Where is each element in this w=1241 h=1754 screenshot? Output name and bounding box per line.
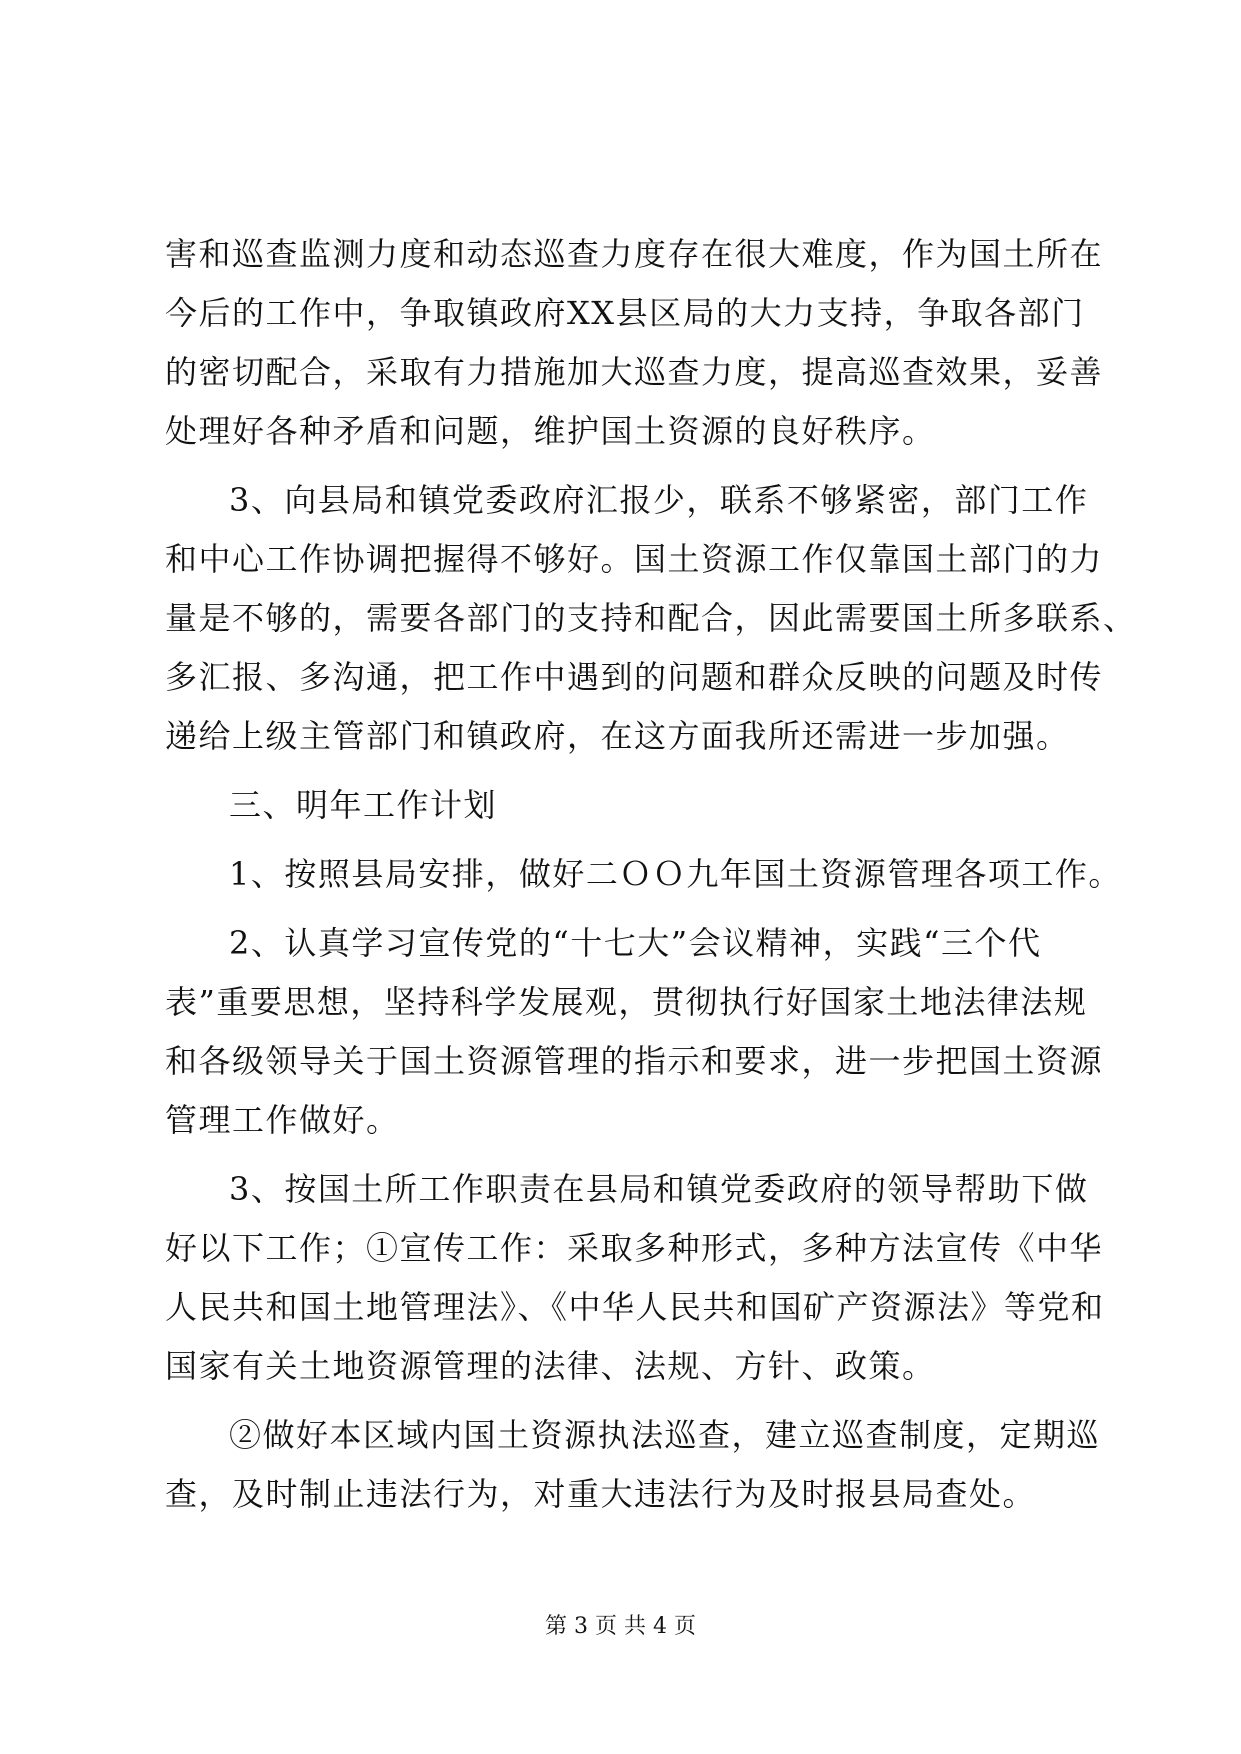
paragraph-start-line: 1、按照县局安排，做好二ＯＯ九年国土资源管理各项工作。: [229, 855, 1122, 893]
text-line: 和各级领导关于国土资源管理的指示和要求，进一步把国土资源: [165, 1042, 1104, 1080]
text-line: 量是不够的，需要各部门的支持和配合，因此需要国土所多联系、: [165, 599, 1137, 637]
text-line: 和中心工作协调把握得不够好。国土资源工作仅靠国土部门的力: [165, 540, 1104, 578]
text-line: 管理工作做好。: [165, 1101, 400, 1139]
text-line: 查，及时制止违法行为，对重大违法行为及时报县局查处。: [165, 1475, 1037, 1513]
text-line: 的密切配合，采取有力措施加大巡查力度，提高巡查效果，妥善: [165, 353, 1104, 391]
text-line: 人民共和国土地管理法》、《中华人民共和国矿产资源法》等党和: [165, 1288, 1105, 1326]
text-line: 好以下工作；①宣传工作：采取多种形式，多种方法宣传《中华: [165, 1229, 1104, 1267]
paragraph-start-line: 2、认真学习宣传党的“十七大”会议精神，实践“三个代: [229, 924, 1042, 962]
text-line: 递给上级主管部门和镇政府，在这方面我所还需进一步加强。: [165, 717, 1070, 755]
text-line: 害和巡查监测力度和动态巡查力度存在很大难度，作为国土所在: [165, 235, 1104, 273]
text-line: 处理好各种矛盾和问题，维护国土资源的良好秩序。: [165, 412, 936, 450]
text-line: 今后的工作中，争取镇政府XX县区局的大力支持，争取各部门: [165, 294, 1085, 332]
page-number-footer: 第 3 页 共 4 页: [545, 1614, 696, 1639]
paragraph-start-line: ②做好本区域内国土资源执法巡查，建立巡查制度，定期巡: [229, 1416, 1101, 1454]
paragraph-start-line: 3、向县局和镇党委政府汇报少，联系不够紧密，部门工作: [229, 481, 1089, 519]
body-text: [165, 225, 1137, 1524]
text-line: 多汇报、多沟通，把工作中遇到的问题和群众反映的问题及时传: [165, 658, 1104, 696]
text-line: 表”重要思想，坚持科学发展观，贯彻执行好国家土地法律法规: [165, 983, 1088, 1021]
paragraph-start-line: 3、按国土所工作职责在县局和镇党委政府的领导帮助下做: [229, 1170, 1089, 1208]
section-heading: 三、明年工作计划: [229, 786, 498, 824]
text-line: 国家有关土地资源管理的法律、法规、方针、政策。: [165, 1347, 936, 1385]
